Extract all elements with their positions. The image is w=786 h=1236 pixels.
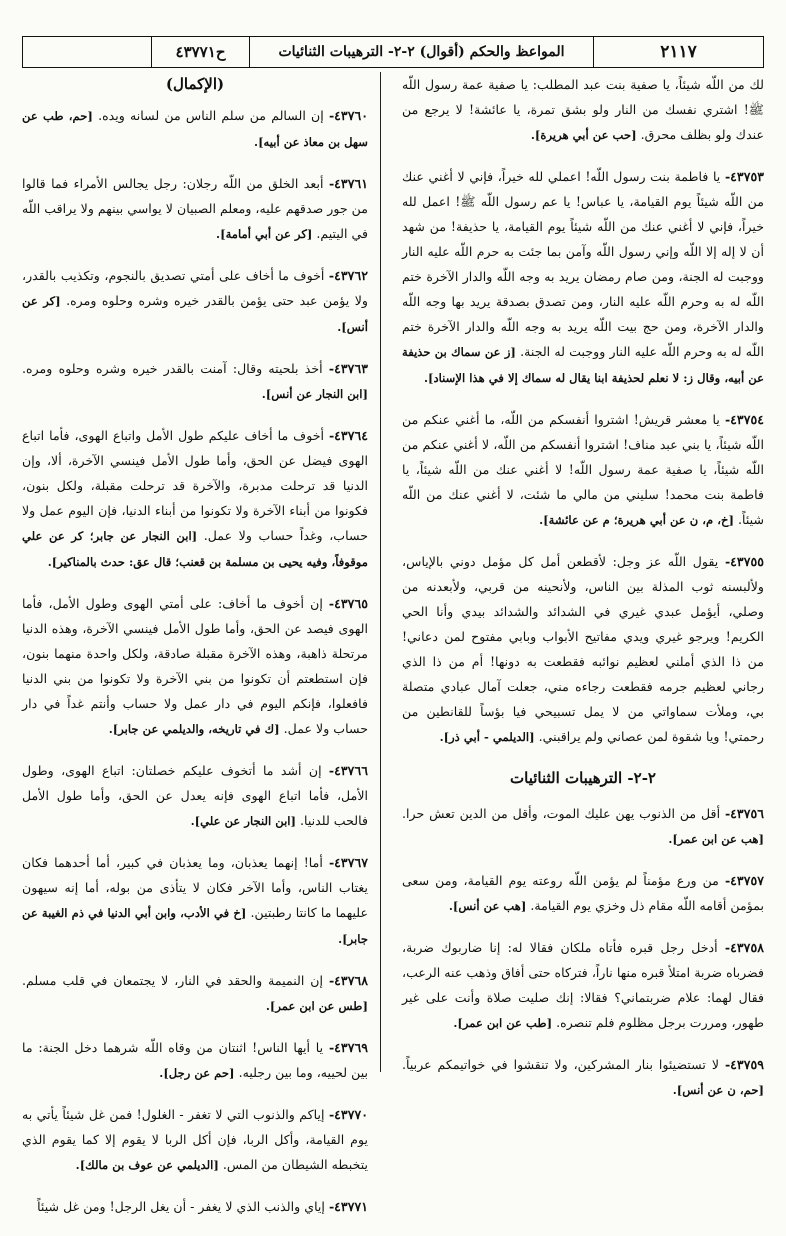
- entry-text: إن أخوف ما أخاف: على أمتي الهوى وطول الأمل، فأما الهوى فيصد عن الحق، وأما طول الأمل فينسي الآخرة، وهذه الدنيا مرتحلة ذاهبة، وهذه الآخرة مقبلة صادقة، ولكل واحدة منهما بنون، فإن استطعتم أن تكونوا من بني الآخرة ولا تكونوا من بني الدنيا فافعلوا، فإنكم اليوم في دار عمل ولا حساب وأنتم غداً في دار حساب ولا عمل.: [22, 596, 368, 736]
- entry-number: ٤٣٧٥٣-: [724, 169, 764, 184]
- hadith-entry: [402, 164, 764, 391]
- entry-number: ٤٣٧٥٤-: [724, 412, 764, 427]
- hadith-entry: [22, 171, 368, 247]
- hadith-entry: [22, 1035, 368, 1086]
- entry-number: ٤٣٧٦٧-: [328, 855, 368, 870]
- entry-number: ٤٣٧٧١-: [328, 1199, 368, 1214]
- entry-number: ٤٣٧٦٦-: [328, 763, 368, 778]
- entry-number: ٤٣٧٦٩-: [328, 1040, 368, 1055]
- entry-number: ٤٣٧٦٠-: [328, 108, 368, 123]
- header-blank-cell: [23, 37, 151, 67]
- page-number: ٢١١٧: [593, 37, 763, 67]
- section-heading: (الإكمال): [165, 75, 225, 93]
- entry-source: [خ، م، ن عن أبي هريرة؛ م عن عائشة].: [539, 513, 734, 527]
- entry-number: ٤٣٧٦٤-: [328, 428, 368, 443]
- hadith-entry: [22, 1194, 368, 1220]
- entry-number: ٤٣٧٦٥-: [328, 596, 368, 611]
- left-column: [22, 72, 368, 1236]
- entry-text: أخوف ما أخاف عليكم طول الأمل واتباع الهوى، فأما اتباع الهوى فيضل عن الحق، وأما طول الأمل فينسي الآخرة، ألا، وإن الدنيا قد ترحلت مدبرة، والآخرة قد ترحلت مقبلة، ولكل بنون، فكونوا من أبناء الآخرة ولا تكونوا من أبناء الدنيا، فإن اليوم عمل ولا حساب، وغداً حساب ولا عمل.: [22, 428, 368, 543]
- entry-source: [كر عن أبي أمامة].: [216, 227, 313, 241]
- hadith-entry: [402, 549, 764, 750]
- entry-source: [طب عن ابن عمر].: [453, 1016, 553, 1030]
- entry-text: يا فاطمة بنت رسول اللّه! اعملي لله خيراً، فإني لا أغني عنك من اللّه شيئاً يوم القيامة، يا عباس! يا عم رسول اللّه ﷺ! اعمل لله خيراً، فإني لا أغني عنك من اللّه شيئاً يوم القيامة، يا حذيفة! من شهد أن لا إله إلا اللّه وإني رسول اللّه وآمن بما جئت به حرم اللّه عليه النار ووجبت له الجنة، ومن صام رمضان يريد به وجه اللّه والدار الآخرة ختم اللّه له به وحرم اللّه عليه النار، ومن تصدق بصدقة يريد بها وجه اللّه والدار الآخرة، ومن حج بيت اللّه يريد به وجه اللّه والدار الآخرة ختم اللّه له به وحرم اللّه عليه النار ووجبت له الجنة.: [402, 169, 764, 359]
- entry-text: إن النميمة والحقد في النار، لا يجتمعان في قلب مسلم.: [22, 973, 324, 988]
- column-divider: [380, 72, 381, 1072]
- entry-text: أما! إنهما يعذبان، وما يعذبان في كبير، أما أحدهما فكان يغتاب الناس، وأما الآخر فكان لا يتأذى من بوله، أما إنه سيهون عليهما ما كانتا رطبتين.: [22, 855, 368, 920]
- entry-source: [حم، ن عن أنس].: [672, 1083, 764, 1097]
- entry-text: لك من اللّه شيئاً، يا صفية بنت عبد المطلب: يا صفية عمة رسول اللّه ﷺ! اشتري نفسك من النار ولو بشق تمرة، يا عائشة! لا يرجع من عندك ولو بظلف محرق.: [402, 77, 764, 142]
- hadith-entry: [402, 1052, 764, 1103]
- entry-text: أبعد الخلق من اللّه رجلان: رجل يجالس الأمراء فما قالوا من جور صدقهم عليه، ومعلم الصبيان لا يواسي بينهم ولا يراقب اللّه في اليتيم.: [22, 176, 368, 241]
- entry-text: من ورع مؤمناً لم يؤمن اللّه روعته يوم القيامة، ومن سعى بمؤمن أقامه اللّه مقام ذل وخزي يوم القيامة.: [402, 873, 764, 913]
- hadith-entry: [22, 423, 368, 575]
- entry-text: أخوف ما أخاف على أمتي تصديق بالنجوم، وتكذيب بالقدر، ولا يؤمن عبد حتى يؤمن بالقدر خيره وشره وحلوه ومره.: [22, 268, 368, 308]
- right-column: [402, 72, 764, 1119]
- hadith-entry: [22, 356, 368, 407]
- running-title: المواعظ والحكم (أقوال) ٢-٢- الترهيبات الثنائيات: [249, 37, 593, 67]
- entry-text: يا أيها الناس! اثنتان من وقاه اللّه شرهما دخل الجنة: ما بين لحييه، وما بين رجليه.: [22, 1040, 368, 1080]
- entry-text: أدخل رجل قبره فأتاه ملكان فقالا له: إنا ضاربوك ضربة، فضرباه ضربة امتلأ قبره منها ناراً، فتركاه حتى أفاق وذهب عنه الرعب، فقال لهما: علام ضربتماني؟ فقالا: إنك صليت صلاة وأنت على غير طهور، ومررت برجل مظلوم فلم تنصره.: [402, 940, 764, 1030]
- entry-number: ٤٣٧٦٣-: [328, 361, 368, 376]
- entry-source: [طس عن ابن عمر].: [265, 999, 368, 1013]
- entry-source: [هب عن أنس].: [448, 899, 527, 913]
- entry-number: ٤٣٧٦٨-: [328, 973, 368, 988]
- hadith-entry: [402, 935, 764, 1036]
- entry-source: [ابن النجار عن أنس].: [261, 387, 368, 401]
- hadith-range: ح٤٣٧٧١: [151, 37, 249, 67]
- hadith-entry: [22, 968, 368, 1019]
- page-header: [22, 36, 764, 68]
- entry-text: إن السالم من سلم الناس من لسانه ويده.: [98, 108, 324, 123]
- entry-number: ٤٣٧٧٠-: [328, 1107, 368, 1122]
- entry-number: ٤٣٧٥٨-: [724, 940, 764, 955]
- entry-number: ٤٣٧٥٩-: [724, 1057, 764, 1072]
- hadith-entry: [22, 758, 368, 834]
- entry-text: لا تستضيئوا بنار المشركين، ولا تنقشوا في خواتيمكم عربياً.: [402, 1057, 720, 1072]
- entry-text: إياكم والذنوب التي لا تغفر - الغلول! فمن غل شيئاً يأتي به يوم القيامة، وأكل الربا، فإن أكل الربا لا يقوم إلا كما يقوم الذي يتخبطه الشيطان من المس.: [22, 1107, 368, 1172]
- entry-number: ٤٣٧٦٢-: [328, 268, 368, 283]
- entry-source: [حم عن رجل].: [159, 1066, 235, 1080]
- continued-entry: [402, 72, 764, 148]
- hadith-entry: [22, 1102, 368, 1178]
- hadith-entry: [22, 263, 368, 340]
- section-heading: ٢-٢- الترهيبات الثنائيات: [510, 769, 656, 787]
- entry-source: [ابن النجار عن جابر؛ كر عن علي موقوفاً، وفيه يحيى بن مسلمة بن قعنب؛ قال عق: حدث بالمناكير].: [22, 529, 368, 569]
- entry-source: [الديلمي عن عوف بن مالك].: [75, 1158, 219, 1172]
- entry-number: ٤٣٧٥٥-: [724, 554, 764, 569]
- hadith-entry: [22, 103, 368, 155]
- entry-source: [ز عن سماك بن حذيفة عن أبيه، وقال ز: لا نعلم لحذيفة ابنا يقال له سماك إلا في هذا الإسناد].: [402, 345, 764, 385]
- entry-text: أخذ بلحيته وقال: آمنت بالقدر خيره وشره وحلوه ومره.: [22, 361, 323, 376]
- hadith-entry: [402, 868, 764, 919]
- entry-text: أقل من الذنوب يهن عليك الموت، وأقل من الدين تعش حرا.: [402, 806, 721, 821]
- entry-text: إياي والذنب الذي لا يغفر - أن يغل الرجل! ومن غل شيئاً: [37, 1199, 325, 1214]
- entry-number: ٤٣٧٥٦-: [724, 806, 764, 821]
- hadith-entry: [402, 801, 764, 852]
- hadith-entry: [402, 407, 764, 533]
- entry-source: [هب عن ابن عمر].: [668, 832, 764, 846]
- entry-source: [ابن النجار عن علي].: [190, 814, 297, 828]
- entry-text: يقول اللّه عز وجل: لأقطعن أمل كل مؤمل دوني بالإياس، ولألبسنه ثوب المذلة بين الناس، ولأنحينه من قربي، ولأبعدنه من وصلي، أيؤمل عبدي غيري في الشدائد والشدائد بيدي وأنا الحي الكريم! ويرجو غيري ويدي مفاتيح الأبواب وبابي مفتوح لمن دعاني! من ذا الذي أملني لعظيم نوائبه فقطعت به دونها! أم من ذا الذي رجاني لعظيم جرمه فقطعت رجاءه مني، جعلت آمال عبادي متصلة بي، وملأت سماواتي من لا يمل تسبيحي فيا بؤساً للقانطين من رحمتي! ويا شقوة لمن عصاني ولم يراقبني.: [402, 554, 764, 744]
- entry-source: [حب عن أبي هريرة].: [530, 128, 637, 142]
- entry-text: يا معشر قريش! اشتروا أنفسكم من اللّه، ما أغني عنكم من اللّه شيئاً، يا بني عبد مناف! اشتروا أنفسكم من اللّه، لا أغني عنكم من اللّه شيئاً، يا صفية عمة رسول اللّه! لا أغني عنك من اللّه شيئاً، يا فاطمة بنت محمد! سليني من مالي ما شئت، لا أغني عنك من اللّه شيئاً.: [402, 412, 764, 527]
- entry-source: [الديلمي - أبي ذر].: [439, 730, 535, 744]
- entry-source: [خ في الأدب، وابن أبي الدنيا في ذم الغيبة عن جابر].: [22, 906, 368, 946]
- entry-source: [كر عن أنس].: [22, 294, 368, 334]
- entry-source: [ك في تاريخه، والديلمي عن جابر].: [108, 722, 280, 736]
- entry-source: [حم، طب عن سهل بن معاذ عن أبيه].: [22, 109, 368, 149]
- entry-number: ٤٣٧٥٧-: [724, 873, 764, 888]
- hadith-entry: [22, 850, 368, 952]
- entry-number: ٤٣٧٦١-: [328, 176, 368, 191]
- entry-text: إن أشد ما أتخوف عليكم خصلتان: اتباع الهوى، وطول الأمل، فأما اتباع الهوى فإنه يعدل عن الحق، وأما طول الأمل فالحب للدنيا.: [22, 763, 368, 828]
- hadith-entry: [22, 591, 368, 742]
